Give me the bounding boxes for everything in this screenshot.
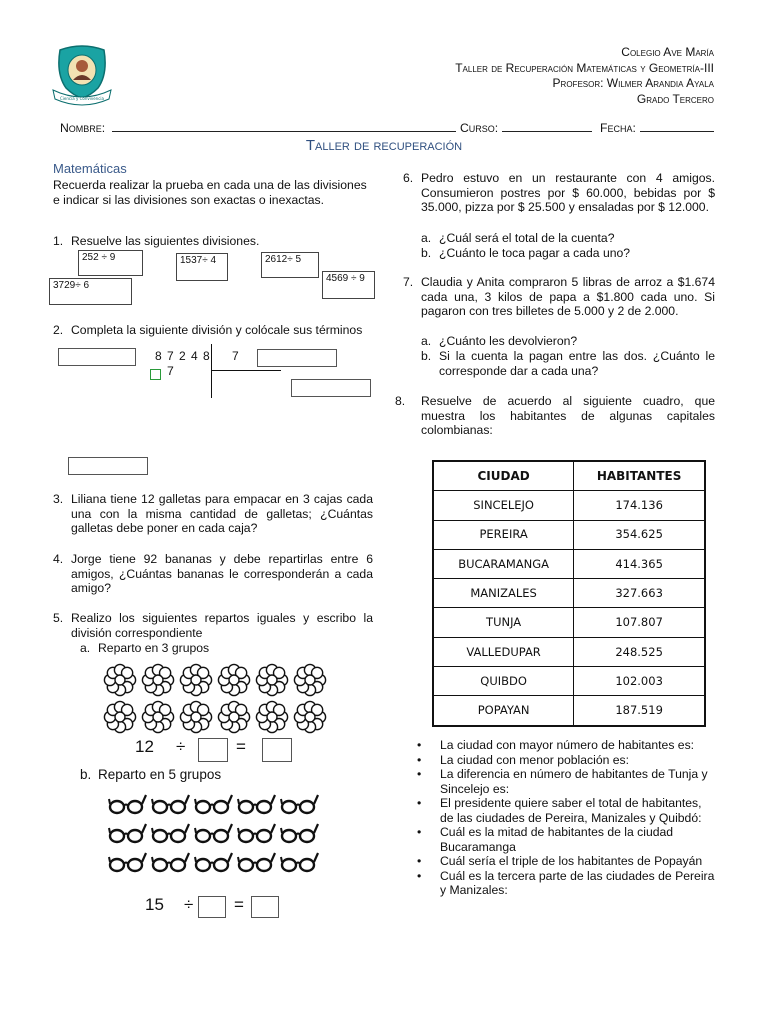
q5-text: Realizo los siguientes repartos iguales y escribo la división correspondiente — [71, 611, 373, 640]
glasses-icon — [237, 792, 277, 816]
flower-icon — [292, 700, 328, 734]
q7a-label: a. — [421, 334, 432, 348]
q5a-number: 12 — [135, 737, 154, 756]
flower-icon — [140, 663, 176, 697]
flower-icon — [102, 700, 138, 734]
population-cell: 102.003 — [574, 667, 705, 696]
intro-text: Recuerda realizar la prueba en cada una de las divisiones e indicar si las divisiones son exactas o inexactas. — [53, 178, 367, 207]
q6b-label: b. — [421, 246, 432, 260]
population-cell: 248.525 — [574, 637, 705, 666]
q1-text: Resuelve las siguientes divisiones. — [71, 234, 260, 248]
table-row — [433, 637, 705, 666]
dividend: 8 7 2 4 8 — [155, 349, 211, 363]
flower-icon — [178, 663, 214, 697]
list-item: • La ciudad con menor población es: — [416, 753, 718, 768]
glasses-icon — [151, 850, 191, 874]
flower-icon — [216, 663, 252, 697]
glasses-icon — [108, 850, 148, 874]
grade: Grado Tercero — [636, 92, 714, 106]
city-cell: TUNJA — [433, 608, 574, 637]
glasses-icon — [108, 821, 148, 845]
term-box[interactable] — [257, 349, 337, 367]
division-box: 2612÷ 5 — [261, 252, 319, 278]
capitals-table — [432, 460, 706, 727]
q3-number: 3. — [53, 492, 64, 506]
glasses-icon — [237, 821, 277, 845]
q5b-text: Reparto en 5 grupos — [98, 767, 222, 782]
glasses-icon — [280, 821, 320, 845]
population-cell: 354.625 — [574, 520, 705, 549]
city-cell: QUIBDO — [433, 667, 574, 696]
workshop-title: Taller de Recuperación Matemáticas y Geometría-III — [455, 61, 714, 75]
division-box: 3729÷ 6 — [49, 278, 132, 305]
q5b-number: 15 — [145, 895, 164, 914]
flower-icon — [178, 700, 214, 734]
list-item: • El presidente quiere saber el total de habitantes, de las ciudades de Pereira, Manizales y Quibdó: — [416, 796, 718, 825]
q8-text: Resuelve de acuerdo al siguiente cuadro, que muestra los habitantes de algunas capitales colombianas: — [421, 394, 715, 437]
term-box[interactable] — [68, 457, 148, 475]
answer-box[interactable] — [262, 738, 292, 762]
q6-text: Pedro estuvo en un restaurante con 4 amigos. Consumieron postres por $ 60.000, bebidas por $ 35.000, pizza por $ 25.500 y ensaladas por $ 12.000. — [421, 171, 715, 214]
q7-number: 7. — [403, 275, 414, 289]
svg-text:Ciencia y Convivencia: Ciencia y Convivencia — [60, 96, 104, 101]
q6b-text: ¿Cuánto le toca pagar a cada uno? — [439, 246, 631, 260]
course-label: Curso: — [460, 121, 499, 135]
city-cell: POPAYAN — [433, 696, 574, 726]
division-sign: ÷ — [184, 895, 194, 914]
divisor: 7 — [232, 349, 239, 363]
division-bracket-horizontal — [211, 370, 281, 371]
date-line[interactable] — [640, 131, 714, 132]
q3-text: Liliana tiene 12 galletas para empacar en 3 cajas cada una con la misma cantidad de galletas; ¿Cuántas galletas debe poner en cada caja? — [71, 492, 373, 535]
glasses-icon — [280, 850, 320, 874]
term-box[interactable] — [291, 379, 371, 397]
table-row — [433, 491, 705, 520]
population-cell: 327.663 — [574, 579, 705, 608]
glasses-icon — [194, 821, 234, 845]
equals-sign: = — [234, 895, 244, 914]
q6a-text: ¿Cuál será el total de la cuenta? — [439, 231, 615, 245]
section-heading: Matemáticas — [53, 161, 127, 176]
population-cell: 187.519 — [574, 696, 705, 726]
q8-number: 8. — [395, 394, 406, 408]
flower-icon — [140, 700, 176, 734]
flower-icon — [102, 663, 138, 697]
answer-box[interactable] — [251, 896, 279, 918]
q2-text: Completa la siguiente división y colócale sus términos — [71, 323, 363, 337]
table-row — [433, 549, 705, 578]
q7a-text: ¿Cuánto les devolvieron? — [439, 334, 578, 348]
flower-icon — [292, 663, 328, 697]
equals-sign: = — [236, 737, 246, 756]
column-header: HABITANTES — [574, 461, 705, 491]
name-label: Nombre: — [60, 121, 106, 135]
list-item: • Cuál es la tercera parte de las ciudades de Pereira y Manizales: — [416, 869, 718, 898]
division-sign: ÷ — [176, 737, 186, 756]
glasses-icon — [194, 850, 234, 874]
q5-number: 5. — [53, 611, 64, 625]
glasses-icon — [237, 850, 277, 874]
glasses-icon — [108, 792, 148, 816]
q2-number: 2. — [53, 323, 64, 337]
table-row — [433, 608, 705, 637]
division-box: 252 ÷ 9 — [78, 250, 143, 276]
answer-box[interactable] — [198, 896, 226, 918]
partial-result: 7 — [167, 364, 174, 378]
question-list — [416, 738, 718, 898]
population-cell: 174.136 — [574, 491, 705, 520]
column-header: CIUDAD — [433, 461, 574, 491]
q7b-label: b. — [421, 349, 432, 363]
glasses-icon — [280, 792, 320, 816]
q5a-text: Reparto en 3 grupos — [98, 641, 210, 655]
date-label: Fecha: — [600, 121, 636, 135]
page-title: Taller de recuperación — [305, 137, 463, 154]
q7-text: Claudia y Anita compraron 5 libras de arroz a $1.674 cada una, 3 kilos de papa a $1.800 cada uno. Si pagaron con tres billetes de 5.000 y 2 de 2.000. — [421, 275, 715, 318]
answer-box[interactable] — [198, 738, 228, 762]
teacher-name: Profesor: Wilmer Arandia Ayala — [552, 76, 714, 90]
flower-icon — [216, 700, 252, 734]
list-item: • Cuál es la mitad de habitantes de la ciudad Bucaramanga — [416, 825, 718, 854]
name-line[interactable] — [112, 131, 456, 132]
q4-text: Jorge tiene 92 bananas y debe repartirlas entre 6 amigos, ¿Cuántas bananas le corresponderán a cada amigo? — [71, 552, 373, 595]
division-box: 1537÷ 4 — [176, 253, 228, 281]
flower-icon — [254, 663, 290, 697]
checkbox-icon[interactable] — [150, 369, 161, 380]
list-item: • Cuál sería el triple de los habitantes de Popayán — [416, 854, 718, 869]
table-row — [433, 579, 705, 608]
school-logo — [50, 44, 114, 110]
q6-number: 6. — [403, 171, 414, 185]
division-bracket-vertical — [211, 344, 212, 398]
city-cell: VALLEDUPAR — [433, 637, 574, 666]
population-cell: 414.365 — [574, 549, 705, 578]
table-row — [433, 667, 705, 696]
table-row — [433, 520, 705, 549]
list-item: • La ciudad con mayor número de habitantes es: — [416, 738, 718, 753]
q7b-text: Si la cuenta la pagan entre las dos. ¿Cuánto le corresponde dar a cada una? — [439, 349, 715, 378]
glasses-icon — [151, 792, 191, 816]
term-box[interactable] — [58, 348, 136, 366]
glasses-icon — [151, 821, 191, 845]
q5b-label: b. — [80, 767, 92, 782]
q4-number: 4. — [53, 552, 64, 566]
glasses-icon — [194, 792, 234, 816]
table-header-row — [433, 461, 705, 491]
school-name: Colegio Ave María — [621, 45, 714, 59]
city-cell: SINCELEJO — [433, 491, 574, 520]
population-cell: 107.807 — [574, 608, 705, 637]
division-box: 4569 ÷ 9 — [322, 271, 375, 299]
city-cell: MANIZALES — [433, 579, 574, 608]
q5a-label: a. — [80, 641, 91, 655]
city-cell: PEREIRA — [433, 520, 574, 549]
q6a-label: a. — [421, 231, 432, 245]
flower-icon — [254, 700, 290, 734]
q1-number: 1. — [53, 234, 64, 248]
course-line[interactable] — [502, 131, 592, 132]
table-row — [433, 696, 705, 726]
city-cell: BUCARAMANGA — [433, 549, 574, 578]
list-item: • La diferencia en número de habitantes de Tunja y Sincelejo es: — [416, 767, 718, 796]
